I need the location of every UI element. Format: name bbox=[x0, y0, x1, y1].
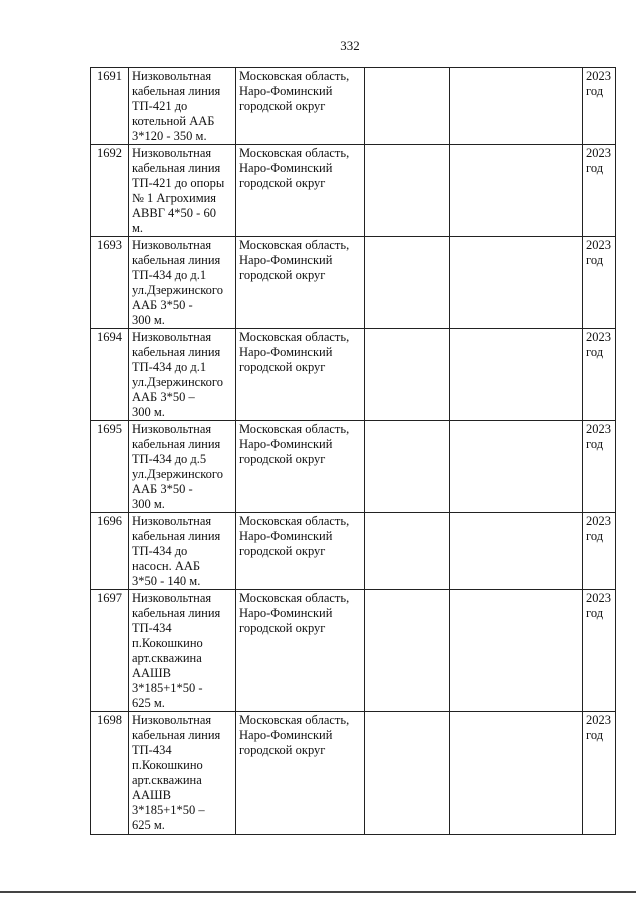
object-name-cell bbox=[129, 712, 236, 835]
object-name-line: 3*185+1*50 – bbox=[132, 803, 205, 817]
address-line: Московская область, bbox=[239, 238, 350, 252]
object-name-line: кабельная линия bbox=[132, 161, 221, 175]
object-name-line: м. bbox=[132, 221, 144, 235]
address-line: городской округ bbox=[239, 544, 326, 558]
object-name-line: ул.Дзержинского bbox=[132, 375, 223, 389]
empty-cell bbox=[450, 237, 583, 329]
address-line: Московская область, bbox=[239, 422, 350, 436]
object-name-line: Низковольтная bbox=[132, 591, 212, 605]
year-line: год bbox=[586, 345, 604, 359]
address-line: Московская область, bbox=[239, 713, 350, 727]
table-row bbox=[91, 712, 616, 835]
year-cell bbox=[583, 712, 616, 835]
empty-cell bbox=[365, 145, 450, 237]
object-name-line: ААШВ bbox=[132, 788, 172, 802]
year-line: 2023 bbox=[586, 713, 611, 727]
address-line: Московская область, bbox=[239, 69, 350, 83]
year-cell bbox=[583, 590, 616, 712]
address-line: Наро-Фоминский bbox=[239, 84, 333, 98]
object-name-cell bbox=[129, 329, 236, 421]
object-name-line: Низковольтная bbox=[132, 422, 212, 436]
address-line: городской округ bbox=[239, 268, 326, 282]
address-line: городской округ bbox=[239, 621, 326, 635]
object-name-line: Низковольтная bbox=[132, 238, 212, 252]
address-cell bbox=[236, 421, 365, 513]
table-row bbox=[91, 513, 616, 590]
year-cell bbox=[583, 68, 616, 145]
registry-table-body bbox=[91, 68, 616, 835]
address-cell bbox=[236, 68, 365, 145]
address-line: Наро-Фоминский bbox=[239, 253, 333, 267]
year-cell bbox=[583, 237, 616, 329]
object-name-line: ААШВ bbox=[132, 666, 172, 680]
object-name-line: ул.Дзержинского bbox=[132, 283, 223, 297]
object-name-line: 300 м. bbox=[132, 313, 165, 327]
empty-cell bbox=[365, 712, 450, 835]
year-line: год bbox=[586, 161, 604, 175]
empty-cell bbox=[450, 329, 583, 421]
row-number-cell: 1694 bbox=[91, 329, 129, 421]
year-line: 2023 bbox=[586, 69, 611, 83]
object-name-line: Низковольтная bbox=[132, 146, 212, 160]
object-name-line: ААБ 3*50 – bbox=[132, 390, 195, 404]
address-cell bbox=[236, 237, 365, 329]
object-name-line: ТП-434 bbox=[132, 743, 172, 757]
object-name-line: ТП-421 до опоры bbox=[132, 176, 225, 190]
object-name-line: ТП-434 bbox=[132, 621, 172, 635]
row-number-cell: 1695 bbox=[91, 421, 129, 513]
object-name-line: 3*120 - 350 м. bbox=[132, 129, 207, 143]
table-row bbox=[91, 590, 616, 712]
object-name-line: п.Кокошкино bbox=[132, 758, 203, 772]
object-name-line: кабельная линия bbox=[132, 529, 221, 543]
object-name-line: арт.скважина bbox=[132, 651, 202, 665]
address-line: городской округ bbox=[239, 743, 326, 757]
object-name-line: Низковольтная bbox=[132, 69, 212, 83]
year-cell bbox=[583, 421, 616, 513]
year-line: год bbox=[586, 606, 604, 620]
row-number-cell: 1691 bbox=[91, 68, 129, 145]
row-number-cell: 1696 bbox=[91, 513, 129, 590]
address-line: Московская область, bbox=[239, 591, 350, 605]
object-name-cell bbox=[129, 145, 236, 237]
address-line: Московская область, bbox=[239, 146, 350, 160]
empty-cell bbox=[365, 68, 450, 145]
empty-cell bbox=[365, 237, 450, 329]
object-name-line: 3*185+1*50 - bbox=[132, 681, 203, 695]
object-name-line: кабельная линия bbox=[132, 606, 221, 620]
object-name-line: Низковольтная bbox=[132, 514, 212, 528]
address-line: Наро-Фоминский bbox=[239, 161, 333, 175]
year-line: год bbox=[586, 84, 604, 98]
address-line: городской округ bbox=[239, 452, 326, 466]
object-name-line: № 1 Агрохимия bbox=[132, 191, 217, 205]
registry-table bbox=[90, 67, 616, 835]
address-cell bbox=[236, 145, 365, 237]
object-name-line: 300 м. bbox=[132, 405, 165, 419]
address-cell bbox=[236, 590, 365, 712]
year-line: 2023 bbox=[586, 238, 611, 252]
year-line: 2023 bbox=[586, 591, 611, 605]
table-row bbox=[91, 421, 616, 513]
object-name-line: ТП-434 до д.1 bbox=[132, 360, 207, 374]
object-name-line: насосн. ААБ bbox=[132, 559, 201, 573]
object-name-line: п.Кокошкино bbox=[132, 636, 203, 650]
object-name-line: арт.скважина bbox=[132, 773, 202, 787]
row-number-cell: 1693 bbox=[91, 237, 129, 329]
address-line: Наро-Фоминский bbox=[239, 529, 333, 543]
empty-cell bbox=[365, 513, 450, 590]
empty-cell bbox=[365, 329, 450, 421]
address-line: городской округ bbox=[239, 360, 326, 374]
object-name-line: ул.Дзержинского bbox=[132, 467, 223, 481]
object-name-line: ТП-434 до д.1 bbox=[132, 268, 207, 282]
year-line: 2023 bbox=[586, 422, 611, 436]
address-line: Московская область, bbox=[239, 330, 350, 344]
row-number-cell: 1698 bbox=[91, 712, 129, 835]
empty-cell bbox=[365, 421, 450, 513]
object-name-line: котельной ААБ bbox=[132, 114, 215, 128]
empty-cell bbox=[365, 590, 450, 712]
row-number-cell: 1697 bbox=[91, 590, 129, 712]
object-name-line: ТП-421 до bbox=[132, 99, 188, 113]
object-name-line: Низковольтная bbox=[132, 330, 212, 344]
table-row bbox=[91, 237, 616, 329]
address-line: городской округ bbox=[239, 99, 326, 113]
object-name-line: ААБ 3*50 - bbox=[132, 298, 193, 312]
object-name-line: ААБ 3*50 - bbox=[132, 482, 193, 496]
object-name-line: 300 м. bbox=[132, 497, 165, 511]
object-name-line: кабельная линия bbox=[132, 253, 221, 267]
address-cell bbox=[236, 329, 365, 421]
object-name-cell bbox=[129, 513, 236, 590]
object-name-line: кабельная линия bbox=[132, 728, 221, 742]
empty-cell bbox=[450, 513, 583, 590]
year-cell bbox=[583, 329, 616, 421]
empty-cell bbox=[450, 145, 583, 237]
object-name-line: 3*50 - 140 м. bbox=[132, 574, 201, 588]
page-bottom-rule bbox=[0, 891, 636, 893]
year-line: год bbox=[586, 437, 604, 451]
empty-cell bbox=[450, 590, 583, 712]
address-cell bbox=[236, 513, 365, 590]
year-line: 2023 bbox=[586, 146, 611, 160]
address-line: Наро-Фоминский bbox=[239, 606, 333, 620]
object-name-cell bbox=[129, 237, 236, 329]
table-row bbox=[91, 329, 616, 421]
object-name-line: кабельная линия bbox=[132, 437, 221, 451]
empty-cell bbox=[450, 68, 583, 145]
object-name-line: кабельная линия bbox=[132, 84, 221, 98]
object-name-cell bbox=[129, 421, 236, 513]
address-line: Наро-Фоминский bbox=[239, 345, 333, 359]
table-row bbox=[91, 145, 616, 237]
year-cell bbox=[583, 513, 616, 590]
address-line: городской округ bbox=[239, 176, 326, 190]
page-number: 332 bbox=[340, 38, 360, 53]
object-name-cell bbox=[129, 68, 236, 145]
object-name-line: 625 м. bbox=[132, 696, 165, 710]
object-name-cell bbox=[129, 590, 236, 712]
object-name-line: ТП-434 до д.5 bbox=[132, 452, 207, 466]
year-line: год bbox=[586, 728, 604, 742]
address-line: Московская область, bbox=[239, 514, 350, 528]
year-cell bbox=[583, 145, 616, 237]
address-cell bbox=[236, 712, 365, 835]
empty-cell bbox=[450, 712, 583, 835]
table-row bbox=[91, 68, 616, 145]
address-line: Наро-Фоминский bbox=[239, 728, 333, 742]
year-line: год bbox=[586, 529, 604, 543]
object-name-line: 625 м. bbox=[132, 818, 165, 832]
object-name-line: Низковольтная bbox=[132, 713, 212, 727]
year-line: год bbox=[586, 253, 604, 267]
year-line: 2023 bbox=[586, 330, 611, 344]
object-name-line: ТП-434 до bbox=[132, 544, 188, 558]
address-line: Наро-Фоминский bbox=[239, 437, 333, 451]
year-line: 2023 bbox=[586, 514, 611, 528]
object-name-line: кабельная линия bbox=[132, 345, 221, 359]
row-number-cell: 1692 bbox=[91, 145, 129, 237]
empty-cell bbox=[450, 421, 583, 513]
object-name-line: АВВГ 4*50 - 60 bbox=[132, 206, 216, 220]
